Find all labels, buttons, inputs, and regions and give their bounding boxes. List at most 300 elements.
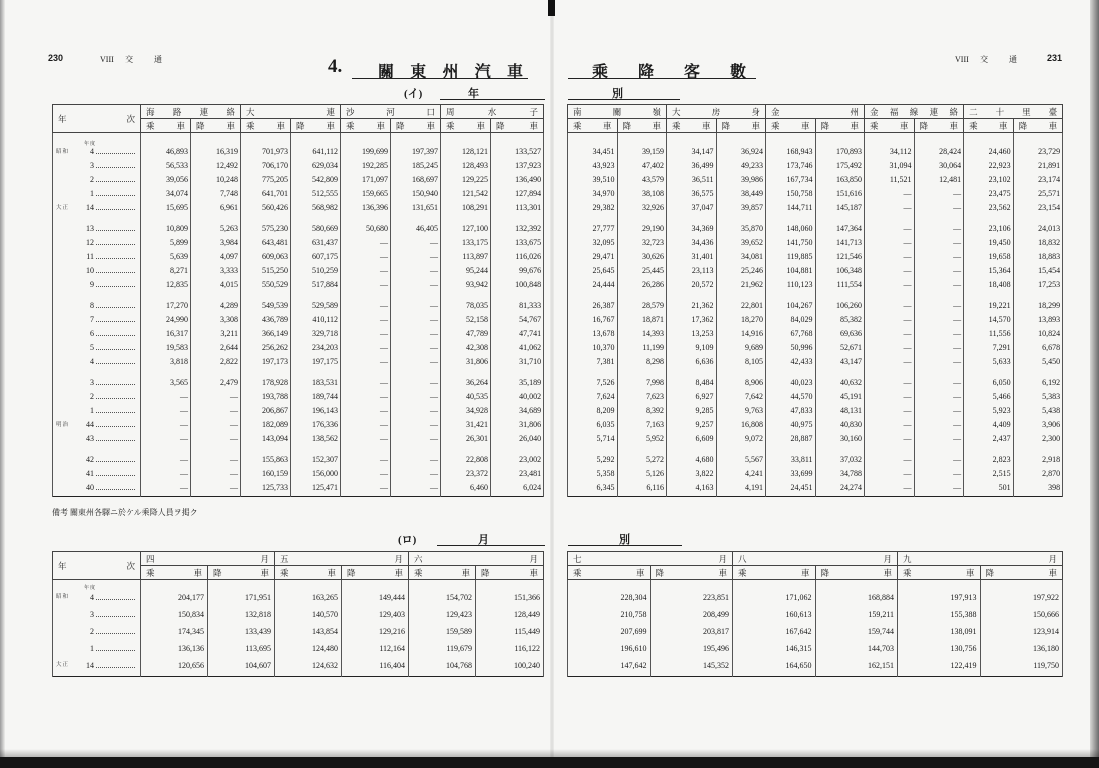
spacer-cell bbox=[766, 446, 816, 453]
value-cell: 119,885 bbox=[766, 250, 816, 264]
value-cell: 104,267 bbox=[766, 299, 816, 313]
spacer-cell bbox=[815, 674, 898, 677]
value-cell: 197,913 bbox=[898, 589, 981, 606]
empty-cell: — bbox=[865, 327, 915, 341]
value-cell: 629,034 bbox=[291, 159, 341, 173]
empty-cell: — bbox=[865, 250, 915, 264]
value-cell: 631,437 bbox=[291, 236, 341, 250]
year-number: 13 bbox=[86, 223, 94, 233]
value-cell: 155,863 bbox=[241, 453, 291, 467]
value-cell: 145,187 bbox=[815, 201, 865, 215]
value-cell: 28,887 bbox=[766, 432, 816, 446]
value-cell: 12,835 bbox=[141, 278, 191, 292]
value-cell: 30,626 bbox=[617, 250, 667, 264]
value-cell: 5,639 bbox=[141, 250, 191, 264]
spacer-cell bbox=[766, 495, 816, 497]
empty-cell: — bbox=[391, 418, 441, 432]
table-row bbox=[53, 467, 544, 481]
value-cell: 203,817 bbox=[650, 623, 733, 640]
spacer-cell bbox=[964, 446, 1014, 453]
empty-cell: — bbox=[391, 453, 441, 467]
year-label-cell bbox=[53, 585, 141, 606]
value-cell: 24,460 bbox=[964, 145, 1014, 159]
value-cell: 122,419 bbox=[898, 657, 981, 674]
table-row bbox=[53, 299, 544, 313]
spacer-cell bbox=[617, 495, 667, 497]
year-label-cell bbox=[53, 299, 141, 313]
year-label bbox=[56, 418, 137, 432]
year-number: 3 bbox=[90, 160, 94, 170]
table-row bbox=[53, 187, 544, 201]
spacer-cell bbox=[53, 369, 141, 376]
empty-cell: — bbox=[914, 467, 964, 481]
value-cell: 23,729 bbox=[1013, 145, 1063, 159]
dot-leader bbox=[96, 335, 135, 336]
value-cell: 22,808 bbox=[441, 453, 491, 467]
value-cell: 24,451 bbox=[766, 481, 816, 495]
value-cell: 575,230 bbox=[241, 222, 291, 236]
value-cell: 40,632 bbox=[815, 376, 865, 390]
alight-header bbox=[342, 566, 409, 580]
empty-cell: — bbox=[141, 404, 191, 418]
empty-cell: — bbox=[914, 432, 964, 446]
value-cell: 175,492 bbox=[815, 159, 865, 173]
station-header bbox=[241, 105, 341, 119]
value-cell: 609,063 bbox=[241, 250, 291, 264]
empty-cell: — bbox=[341, 481, 391, 495]
value-cell: 3,818 bbox=[141, 355, 191, 369]
title-right-underline bbox=[568, 78, 756, 79]
empty-cell: — bbox=[865, 299, 915, 313]
value-cell: 129,423 bbox=[409, 606, 476, 623]
value-cell: 56,533 bbox=[141, 159, 191, 173]
dot-leader bbox=[96, 461, 135, 462]
spacer-cell bbox=[766, 215, 816, 222]
empty-cell: — bbox=[914, 201, 964, 215]
empty-cell: — bbox=[865, 481, 915, 495]
value-cell: 36,575 bbox=[667, 187, 717, 201]
board-header bbox=[141, 119, 191, 133]
value-cell: 11,556 bbox=[964, 327, 1014, 341]
value-cell: 31,806 bbox=[441, 355, 491, 369]
spacer-cell bbox=[342, 580, 409, 589]
dot-leader bbox=[96, 412, 135, 413]
empty-cell: — bbox=[341, 313, 391, 327]
value-cell: 30,064 bbox=[914, 159, 964, 173]
spacer-cell bbox=[241, 446, 291, 453]
dot-leader bbox=[96, 272, 135, 273]
year-number: 14 bbox=[86, 202, 94, 212]
value-cell: 206,867 bbox=[241, 404, 291, 418]
spacer-row bbox=[53, 292, 544, 299]
board-header bbox=[964, 119, 1014, 133]
value-cell: 39,056 bbox=[141, 173, 191, 187]
table-row bbox=[53, 173, 544, 187]
value-cell: 54,767 bbox=[491, 313, 544, 327]
footnote: 備考 關東州各驛ニ於ケル乘降人員ヲ掲ク bbox=[52, 508, 198, 517]
spacer-cell bbox=[441, 369, 491, 376]
year-label-cell bbox=[53, 313, 141, 327]
empty-cell: — bbox=[341, 390, 391, 404]
month-name: 六 月 bbox=[414, 553, 539, 564]
value-cell: 21,362 bbox=[667, 299, 717, 313]
value-cell: 147,364 bbox=[815, 222, 865, 236]
value-cell: 228,304 bbox=[568, 589, 651, 606]
value-cell: 128,449 bbox=[476, 606, 544, 623]
empty-cell: — bbox=[341, 327, 391, 341]
value-cell: 50,680 bbox=[341, 222, 391, 236]
year-number: 10 bbox=[86, 265, 94, 275]
year-label bbox=[56, 376, 137, 390]
spacer-cell bbox=[865, 369, 915, 376]
annual-table-right bbox=[567, 104, 1063, 497]
alight-header-text: 降 車 bbox=[820, 120, 860, 131]
value-cell: 7,381 bbox=[568, 355, 618, 369]
value-cell: 2,515 bbox=[964, 467, 1014, 481]
value-cell: 2,479 bbox=[191, 376, 241, 390]
value-cell: 42,433 bbox=[766, 355, 816, 369]
empty-cell: — bbox=[341, 250, 391, 264]
year-label bbox=[56, 623, 137, 640]
value-cell: 23,174 bbox=[1013, 173, 1063, 187]
value-cell: 5,923 bbox=[964, 404, 1014, 418]
spacer-row bbox=[53, 369, 544, 376]
year-label bbox=[56, 432, 137, 446]
board-header-text: 乘 車 bbox=[870, 120, 909, 131]
value-cell: 641,112 bbox=[291, 145, 341, 159]
station-header-row bbox=[568, 105, 1063, 119]
board-header-text: 乘 車 bbox=[280, 567, 337, 578]
year-label bbox=[56, 467, 137, 481]
value-cell: 196,610 bbox=[568, 640, 651, 657]
spacer-cell bbox=[617, 133, 667, 145]
year-label bbox=[56, 236, 137, 250]
bottom-shadow bbox=[0, 749, 1099, 757]
table-row bbox=[53, 327, 544, 341]
value-cell: 35,870 bbox=[716, 222, 766, 236]
monthly-heading-right: 別 bbox=[619, 534, 630, 546]
value-cell: 2,823 bbox=[964, 453, 1014, 467]
value-cell: 143,854 bbox=[275, 623, 342, 640]
value-cell: 19,658 bbox=[964, 250, 1014, 264]
value-cell: 151,616 bbox=[815, 187, 865, 201]
year-number: 43 bbox=[86, 433, 94, 443]
alight-header-text: 降 車 bbox=[396, 120, 436, 131]
empty-cell: — bbox=[914, 264, 964, 278]
empty-cell: — bbox=[914, 222, 964, 236]
value-cell: 167,734 bbox=[766, 173, 816, 187]
value-cell: 204,177 bbox=[141, 589, 208, 606]
table-row bbox=[53, 481, 544, 495]
empty-cell: — bbox=[191, 404, 241, 418]
value-cell: 100,848 bbox=[491, 278, 544, 292]
spacer-row bbox=[568, 580, 1063, 589]
value-cell: 39,159 bbox=[617, 145, 667, 159]
spacer-cell bbox=[341, 495, 391, 497]
table-row bbox=[53, 606, 544, 623]
value-cell: 171,097 bbox=[341, 173, 391, 187]
spacer-cell bbox=[291, 215, 341, 222]
value-cell: 34,970 bbox=[568, 187, 618, 201]
spacer-cell bbox=[865, 133, 915, 145]
spacer-cell bbox=[815, 369, 865, 376]
value-cell: 78,035 bbox=[441, 299, 491, 313]
alight-header-text: 降 車 bbox=[347, 567, 404, 578]
value-cell: 36,924 bbox=[716, 145, 766, 159]
alight-header bbox=[1013, 119, 1063, 133]
value-cell: 121,542 bbox=[441, 187, 491, 201]
dot-leader bbox=[96, 363, 135, 364]
value-cell: 36,264 bbox=[441, 376, 491, 390]
value-cell: 12,481 bbox=[914, 173, 964, 187]
value-cell: 19,583 bbox=[141, 341, 191, 355]
spacer-cell bbox=[391, 292, 441, 299]
value-cell: 10,248 bbox=[191, 173, 241, 187]
monthly-heading-left: 月 bbox=[478, 534, 489, 546]
value-cell: 29,382 bbox=[568, 201, 618, 215]
value-cell: 39,857 bbox=[716, 201, 766, 215]
year-number: 4 bbox=[90, 356, 94, 366]
value-cell: 113,695 bbox=[208, 640, 275, 657]
value-cell: 30,160 bbox=[815, 432, 865, 446]
value-cell: 104,881 bbox=[766, 264, 816, 278]
left-section-text: VIII 交 通 bbox=[100, 55, 162, 64]
value-cell: 197,922 bbox=[980, 589, 1063, 606]
year-label bbox=[56, 585, 137, 606]
empty-cell: — bbox=[865, 467, 915, 481]
spacer-cell bbox=[53, 674, 141, 677]
spacer-cell bbox=[716, 215, 766, 222]
value-cell: 512,555 bbox=[291, 187, 341, 201]
value-cell: 45,191 bbox=[815, 390, 865, 404]
station-name: 南 關 嶺 bbox=[573, 106, 662, 117]
value-cell: 23,113 bbox=[667, 264, 717, 278]
value-cell: 133,175 bbox=[441, 236, 491, 250]
spacer-cell bbox=[568, 674, 651, 677]
value-cell: 21,891 bbox=[1013, 159, 1063, 173]
value-cell: 207,699 bbox=[568, 623, 651, 640]
year-number: 6 bbox=[90, 328, 94, 338]
year-label-cell bbox=[53, 623, 141, 640]
value-cell: 5,714 bbox=[568, 432, 618, 446]
board-header bbox=[568, 119, 618, 133]
value-cell: 37,047 bbox=[667, 201, 717, 215]
spacer-cell bbox=[667, 292, 717, 299]
value-cell: 133,527 bbox=[491, 145, 544, 159]
table-row bbox=[568, 453, 1063, 467]
board-header bbox=[766, 119, 816, 133]
spacer-cell bbox=[491, 446, 544, 453]
value-cell: 5,466 bbox=[964, 390, 1014, 404]
value-cell: 52,158 bbox=[441, 313, 491, 327]
year-number: 1 bbox=[90, 405, 94, 415]
spacer-cell bbox=[391, 133, 441, 145]
value-cell: 193,788 bbox=[241, 390, 291, 404]
value-cell: 35,189 bbox=[491, 376, 544, 390]
left-section-label bbox=[100, 54, 162, 65]
board-header-text: 乘 車 bbox=[446, 120, 486, 131]
alight-header bbox=[291, 119, 341, 133]
spacer-cell bbox=[341, 369, 391, 376]
value-cell: 132,392 bbox=[491, 222, 544, 236]
month-name: 七 月 bbox=[573, 553, 728, 564]
table-row bbox=[568, 145, 1063, 159]
spacer-cell bbox=[53, 133, 141, 145]
value-cell: 510,259 bbox=[291, 264, 341, 278]
value-cell: 23,475 bbox=[964, 187, 1014, 201]
year-header-text: 年 次 bbox=[58, 113, 135, 124]
spine-mark bbox=[548, 0, 555, 16]
year-label-cell bbox=[53, 467, 141, 481]
board-header bbox=[409, 566, 476, 580]
value-cell: 6,050 bbox=[964, 376, 1014, 390]
value-cell: 13,678 bbox=[568, 327, 618, 341]
month-name: 八 月 bbox=[738, 553, 893, 564]
empty-cell: — bbox=[191, 453, 241, 467]
value-cell: 234,203 bbox=[291, 341, 341, 355]
spacer-cell bbox=[291, 133, 341, 145]
spacer-cell bbox=[476, 674, 544, 677]
value-cell: 515,250 bbox=[241, 264, 291, 278]
alight-header-text: 降 車 bbox=[985, 567, 1058, 578]
table-row bbox=[568, 159, 1063, 173]
board-header bbox=[441, 119, 491, 133]
dot-leader bbox=[96, 489, 135, 490]
value-cell: 24,274 bbox=[815, 481, 865, 495]
table-row bbox=[568, 418, 1063, 432]
value-cell: 81,333 bbox=[491, 299, 544, 313]
value-cell: 23,154 bbox=[1013, 201, 1063, 215]
value-cell: 4,015 bbox=[191, 278, 241, 292]
empty-cell: — bbox=[914, 327, 964, 341]
value-cell: 47,833 bbox=[766, 404, 816, 418]
alight-header bbox=[815, 119, 865, 133]
month-header bbox=[275, 552, 409, 566]
dot-leader bbox=[96, 475, 135, 476]
station-name: 金 福 線 連 絡 bbox=[870, 106, 959, 117]
value-cell: 3,211 bbox=[191, 327, 241, 341]
station-header bbox=[341, 105, 441, 119]
year-number: 14 bbox=[86, 660, 94, 670]
table-row bbox=[53, 201, 544, 215]
empty-cell: — bbox=[341, 432, 391, 446]
spacer-cell bbox=[568, 133, 618, 145]
spacer-cell bbox=[491, 133, 544, 145]
value-cell: 40,830 bbox=[815, 418, 865, 432]
spacer-cell bbox=[898, 580, 981, 589]
monthly-marker: (ロ) bbox=[398, 534, 417, 546]
year-label-cell bbox=[53, 264, 141, 278]
spacer-row bbox=[53, 446, 544, 453]
value-cell: 110,123 bbox=[766, 278, 816, 292]
spacer-row bbox=[53, 495, 544, 497]
value-cell: 7,748 bbox=[191, 187, 241, 201]
value-cell: 130,756 bbox=[898, 640, 981, 657]
table-row bbox=[53, 589, 544, 606]
value-cell: 2,644 bbox=[191, 341, 241, 355]
year-number: 44 bbox=[86, 419, 94, 429]
value-cell: 111,554 bbox=[815, 278, 865, 292]
value-cell: 125,471 bbox=[291, 481, 341, 495]
table-row bbox=[568, 376, 1063, 390]
value-cell: 138,091 bbox=[898, 623, 981, 640]
spacer-cell bbox=[241, 133, 291, 145]
value-cell: 104,768 bbox=[409, 657, 476, 674]
value-cell: 607,175 bbox=[291, 250, 341, 264]
spacer-cell bbox=[815, 446, 865, 453]
empty-cell: — bbox=[865, 264, 915, 278]
empty-cell: — bbox=[341, 299, 391, 313]
spacer-cell bbox=[964, 215, 1014, 222]
station-header bbox=[964, 105, 1063, 119]
spacer-cell bbox=[441, 495, 491, 497]
value-cell: 7,623 bbox=[617, 390, 667, 404]
value-cell: 8,392 bbox=[617, 404, 667, 418]
empty-cell: — bbox=[914, 418, 964, 432]
year-number: 7 bbox=[90, 314, 94, 324]
month-name: 九 月 bbox=[903, 553, 1058, 564]
value-cell: 34,369 bbox=[667, 222, 717, 236]
year-number: 4 bbox=[90, 146, 94, 156]
year-number: 11 bbox=[86, 251, 94, 261]
spacer-cell bbox=[667, 215, 717, 222]
spacer-row bbox=[568, 133, 1063, 145]
year-label bbox=[56, 404, 137, 418]
value-cell: 150,940 bbox=[391, 187, 441, 201]
value-cell: 3,984 bbox=[191, 236, 241, 250]
empty-cell: — bbox=[914, 376, 964, 390]
monthly-table-left bbox=[52, 551, 544, 677]
value-cell: 8,484 bbox=[667, 376, 717, 390]
spacer-cell bbox=[865, 292, 915, 299]
spacer-cell bbox=[441, 215, 491, 222]
value-cell: 162,151 bbox=[815, 657, 898, 674]
value-cell: 5,272 bbox=[617, 453, 667, 467]
month-name: 五 月 bbox=[280, 553, 404, 564]
value-cell: 2,870 bbox=[1013, 467, 1063, 481]
value-cell: 168,884 bbox=[815, 589, 898, 606]
month-header-row bbox=[53, 552, 544, 566]
spacer-cell bbox=[766, 133, 816, 145]
value-cell: 116,026 bbox=[491, 250, 544, 264]
value-cell: 44,570 bbox=[766, 390, 816, 404]
dot-leader bbox=[96, 321, 135, 322]
value-cell: 36,511 bbox=[667, 173, 717, 187]
board-header-text: 乘 車 bbox=[738, 567, 810, 578]
spacer-cell bbox=[716, 446, 766, 453]
value-cell: 33,811 bbox=[766, 453, 816, 467]
alight-header-text: 降 車 bbox=[1018, 120, 1058, 131]
spacer-cell bbox=[667, 133, 717, 145]
value-cell: 23,002 bbox=[491, 453, 544, 467]
spacer-cell bbox=[568, 446, 618, 453]
value-cell: 560,426 bbox=[241, 201, 291, 215]
right-page-number: 231 bbox=[1047, 53, 1063, 63]
board-header-text: 乘 車 bbox=[672, 120, 711, 131]
spacer-cell bbox=[1013, 446, 1063, 453]
year-label-cell bbox=[53, 640, 141, 657]
empty-cell: — bbox=[341, 355, 391, 369]
value-cell: 185,245 bbox=[391, 159, 441, 173]
table-row bbox=[568, 236, 1063, 250]
value-cell: 2,300 bbox=[1013, 432, 1063, 446]
value-cell: 69,636 bbox=[815, 327, 865, 341]
value-cell: 131,651 bbox=[391, 201, 441, 215]
station-header bbox=[865, 105, 964, 119]
empty-cell: — bbox=[914, 404, 964, 418]
era-label: 昭和 bbox=[56, 593, 70, 600]
value-cell: 436,789 bbox=[241, 313, 291, 327]
